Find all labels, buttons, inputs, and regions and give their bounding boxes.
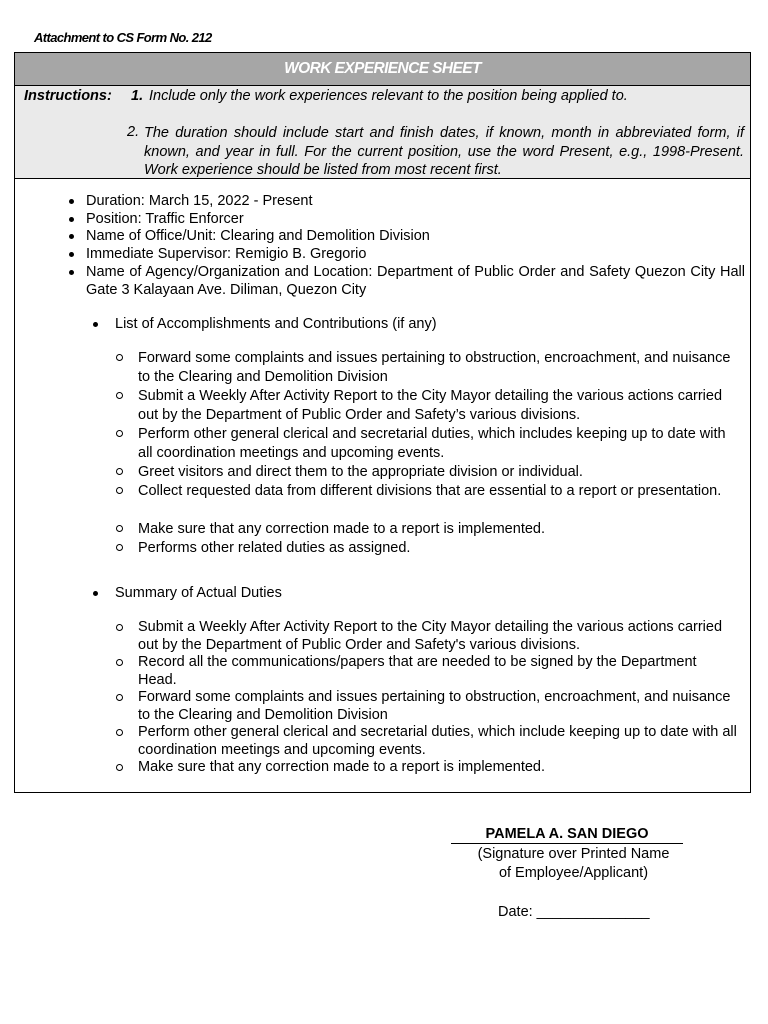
detail-text: Duration: March 15, 2022 - Present [86,193,313,209]
list-item-text: Performs other related duties as assigned. [138,540,411,556]
list-item-text: Submit a Weekly After Activity Report to the City Mayor detailing the various actions carried out by the Department of Public Order and Safety's various divisions. [138,619,723,653]
list-item-text: Make sure that any correction made to a report is implemented. [138,521,545,537]
signature-printed-name: PAMELA A. SAN DIEGO [451,826,683,844]
list-item-text: Submit a Weekly After Activity Report to the City Mayor detailing the various actions carried out by the Department of Public Order and Safety’s various divisions. [138,388,723,423]
circle-bullet-icon [116,764,123,771]
bullet-icon [69,217,74,222]
instruction-1-number: 1. [131,88,144,104]
bullet-icon [93,322,98,327]
detail-text: Name of Agency/Organization and Location: Department of Public Order and Safety Quezon City Hall Gate 3 Kalayaan Ave. Diliman, Quezon City [86,264,745,298]
circle-bullet-icon [116,468,123,475]
signature-caption: of Employee/Applicant) [498,865,649,881]
instructions-label: Instructions: [24,88,112,104]
bullet-icon [69,252,74,257]
detail-text: Position: Traffic Enforcer [86,211,244,227]
circle-bullet-icon [116,525,123,532]
instruction-2-text: The duration should include start and finish dates, if known, month in abbreviated form, if known, and year in full. For the current position, use the word Present, e.g., 1998-Present. Work experience should be listed from most recent first. [144,125,744,178]
bullet-icon [69,234,74,239]
list-item-text: Make sure that any correction made to a report is implemented. [138,759,545,775]
date-field: Date: ______________ [498,904,650,920]
circle-bullet-icon [116,487,123,494]
list-item-text: Record all the communications/papers that are needed to be signed by the Department Head. [138,654,697,688]
circle-bullet-icon [116,694,123,701]
circle-bullet-icon [116,624,123,631]
accomplishments-heading-text: List of Accomplishments and Contributions (if any) [115,316,437,332]
circle-bullet-icon [116,544,123,551]
detail-text: Immediate Supervisor: Remigio B. Gregorio [86,246,367,262]
list-item-text: Collect requested data from different divisions that are essential to a report or presentation. [138,483,722,499]
attachment-label: Attachment to CS Form No. 212 [34,30,212,45]
signature-caption: (Signature over Printed Name [477,846,670,862]
instructions-box [15,86,750,179]
circle-bullet-icon [116,354,123,361]
detail-text: Name of Office/Unit: Clearing and Demolition Division [86,228,430,244]
instruction-2-number: 2. [127,124,140,140]
circle-bullet-icon [116,729,123,736]
list-item-text: Forward some complaints and issues pertaining to obstruction, encroachment, and nuisance to the Clearing and Demolition Division [138,350,731,385]
work-experience-sheet [14,52,751,793]
list-item-text: Greet visitors and direct them to the appropriate division or individual. [138,464,583,480]
instruction-1-text: Include only the work experiences relevant to the position being applied to. [149,88,628,104]
list-item-text: Forward some complaints and issues pertaining to obstruction, encroachment, and nuisance to the Clearing and Demolition Division [138,689,731,723]
circle-bullet-icon [116,392,123,399]
circle-bullet-icon [116,659,123,666]
circle-bullet-icon [116,430,123,437]
bullet-icon [93,591,98,596]
bullet-icon [69,270,74,275]
list-item-text: Perform other general clerical and secretarial duties, which include keeping up to date with all coordination meetings and upcoming events. [138,724,737,758]
list-item-text: Perform other general clerical and secretarial duties, which includes keeping up to date with all coordination meetings and upcoming events. [138,426,726,461]
duties-heading-text: Summary of Actual Duties [115,585,282,601]
bullet-icon [69,199,74,204]
sheet-title: WORK EXPERIENCE SHEET [15,53,750,86]
